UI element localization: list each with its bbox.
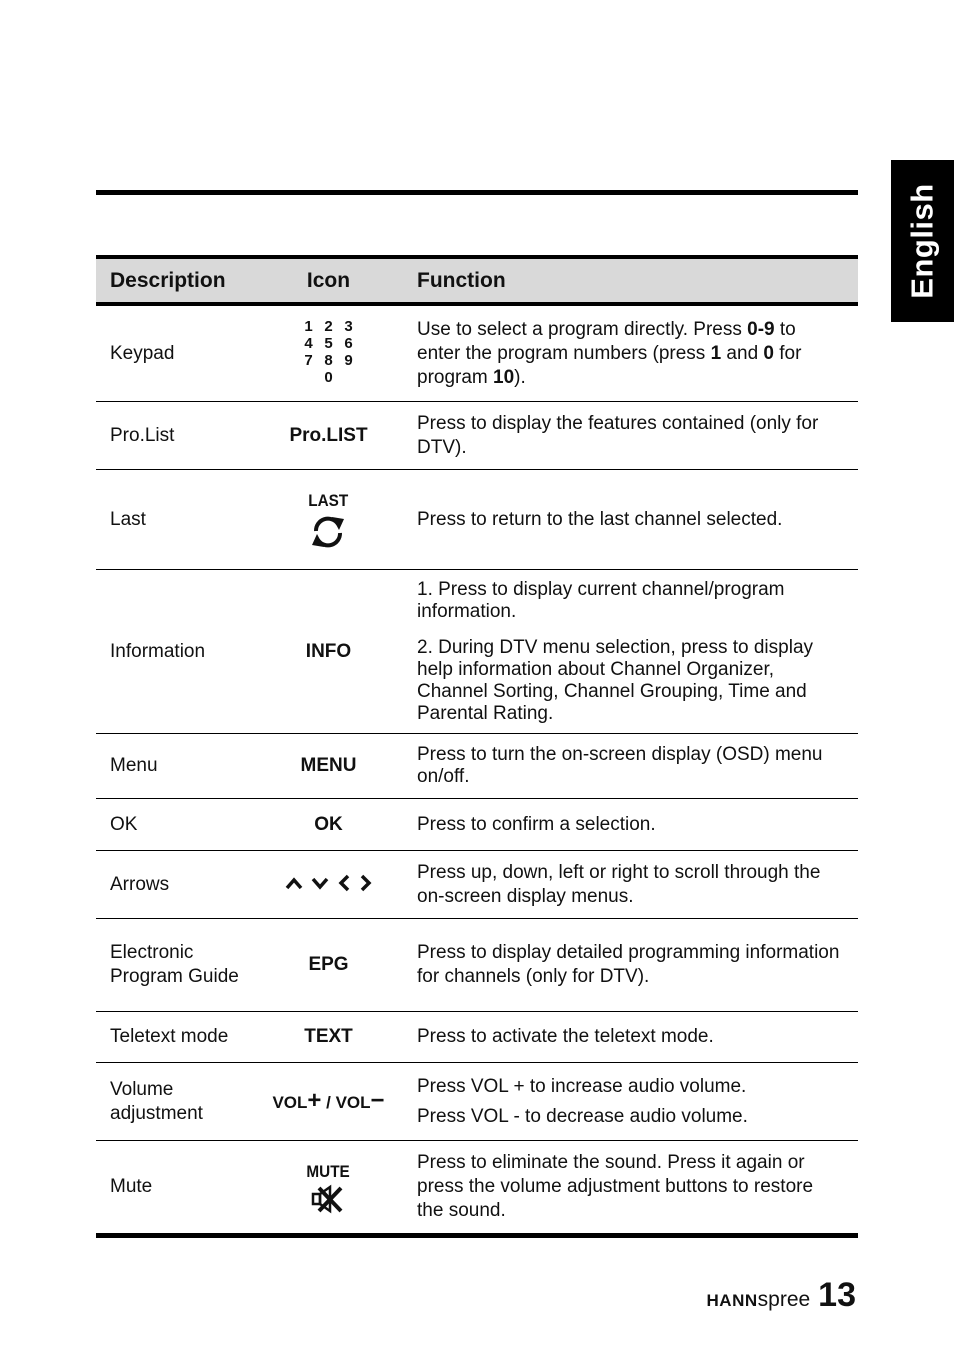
arrow-down-icon	[311, 876, 329, 890]
table-row	[96, 306, 858, 402]
keypad-icon: 1 2 3 4 5 6 7 8 9 0	[304, 318, 353, 386]
mute-label: MUTE	[306, 1162, 351, 1181]
top-rule	[96, 190, 858, 195]
arrow-left-icon	[337, 874, 351, 892]
table-header	[96, 255, 858, 306]
row-icon: Pro.LIST	[289, 424, 368, 446]
brand-logo-bold: HANN	[706, 1291, 758, 1310]
table-row	[96, 1063, 858, 1141]
language-tab-label: English	[904, 183, 940, 299]
header-description: Description	[110, 268, 226, 292]
plus-icon: +	[307, 1086, 322, 1114]
row-icon: VOL+ / VOL−	[272, 1086, 385, 1114]
row-icon	[256, 873, 401, 897]
table-row	[96, 734, 858, 799]
row-function: Press to activate the teletext mode.	[417, 1026, 714, 1047]
table-row	[96, 799, 858, 851]
row-icon: MENU	[300, 755, 357, 776]
arrow-up-icon	[285, 876, 303, 890]
return-icon	[308, 513, 348, 551]
row-icon: EPG	[308, 954, 349, 975]
row-icon: INFO	[305, 640, 352, 662]
row-icon	[256, 1160, 401, 1214]
row-description: Mute	[110, 1176, 153, 1197]
row-function: Press to eliminate the sound. Press it again or press the volume adjustment buttons to restore the sound.	[417, 1152, 814, 1221]
row-description: Last	[110, 508, 146, 530]
row-function: 1. Press to display current channel/program information. 2. During DTV menu selection, press to display help information about Channel Organizer, Channel Sorting, Channel Grouping, Time and Parental Rating.	[417, 578, 814, 724]
table-row	[96, 1012, 858, 1063]
row-icon	[256, 489, 401, 551]
row-icon: TEXT	[304, 1026, 353, 1047]
row-description: Keypad	[110, 342, 175, 364]
minus-icon: −	[370, 1086, 385, 1114]
table-row	[96, 1141, 858, 1238]
table-row	[96, 402, 858, 470]
row-function: Press to display the features contained (only for DTV).	[417, 412, 819, 458]
page-number: 13	[818, 1276, 856, 1314]
row-description: Menu	[110, 755, 158, 776]
remote-buttons-table	[96, 255, 858, 1238]
row-function: Press to turn the on-screen display (OSD) menu on/off.	[417, 744, 823, 787]
table-row	[96, 919, 858, 1012]
row-function: Press VOL + to increase audio volume. Press VOL - to decrease audio volume.	[417, 1075, 748, 1127]
arrow-right-icon	[359, 874, 373, 892]
brand-logo-light: spree	[757, 1288, 811, 1311]
row-function: Press up, down, left or right to scroll through the on-screen display menus.	[417, 861, 821, 907]
row-description: Teletext mode	[110, 1026, 229, 1047]
row-description: Electronic Program Guide	[110, 942, 239, 987]
row-function: Press to confirm a selection.	[417, 813, 656, 835]
page-footer	[707, 1276, 856, 1315]
row-function: Press to display detailed programming information for channels (only for DTV).	[417, 942, 840, 987]
row-description: Pro.List	[110, 424, 175, 446]
row-icon	[256, 318, 401, 389]
header-icon: Icon	[306, 268, 351, 292]
row-description: Information	[110, 640, 206, 662]
row-description: OK	[110, 813, 138, 835]
mute-speaker-icon	[311, 1184, 345, 1214]
table-row	[96, 851, 858, 919]
table-row	[96, 570, 858, 734]
row-description: Volume adjustment	[110, 1078, 203, 1124]
table-row	[96, 470, 858, 570]
language-tab	[891, 160, 954, 322]
row-description: Arrows	[110, 873, 170, 895]
last-label: LAST	[308, 490, 349, 510]
row-icon: OK	[314, 813, 343, 835]
row-function: Press to return to the last channel selected.	[417, 508, 783, 530]
row-function: Use to select a program directly. Press 0-9 to enter the program numbers (press 1 and 0 for program 10).	[417, 318, 802, 388]
header-function: Function	[417, 268, 506, 292]
